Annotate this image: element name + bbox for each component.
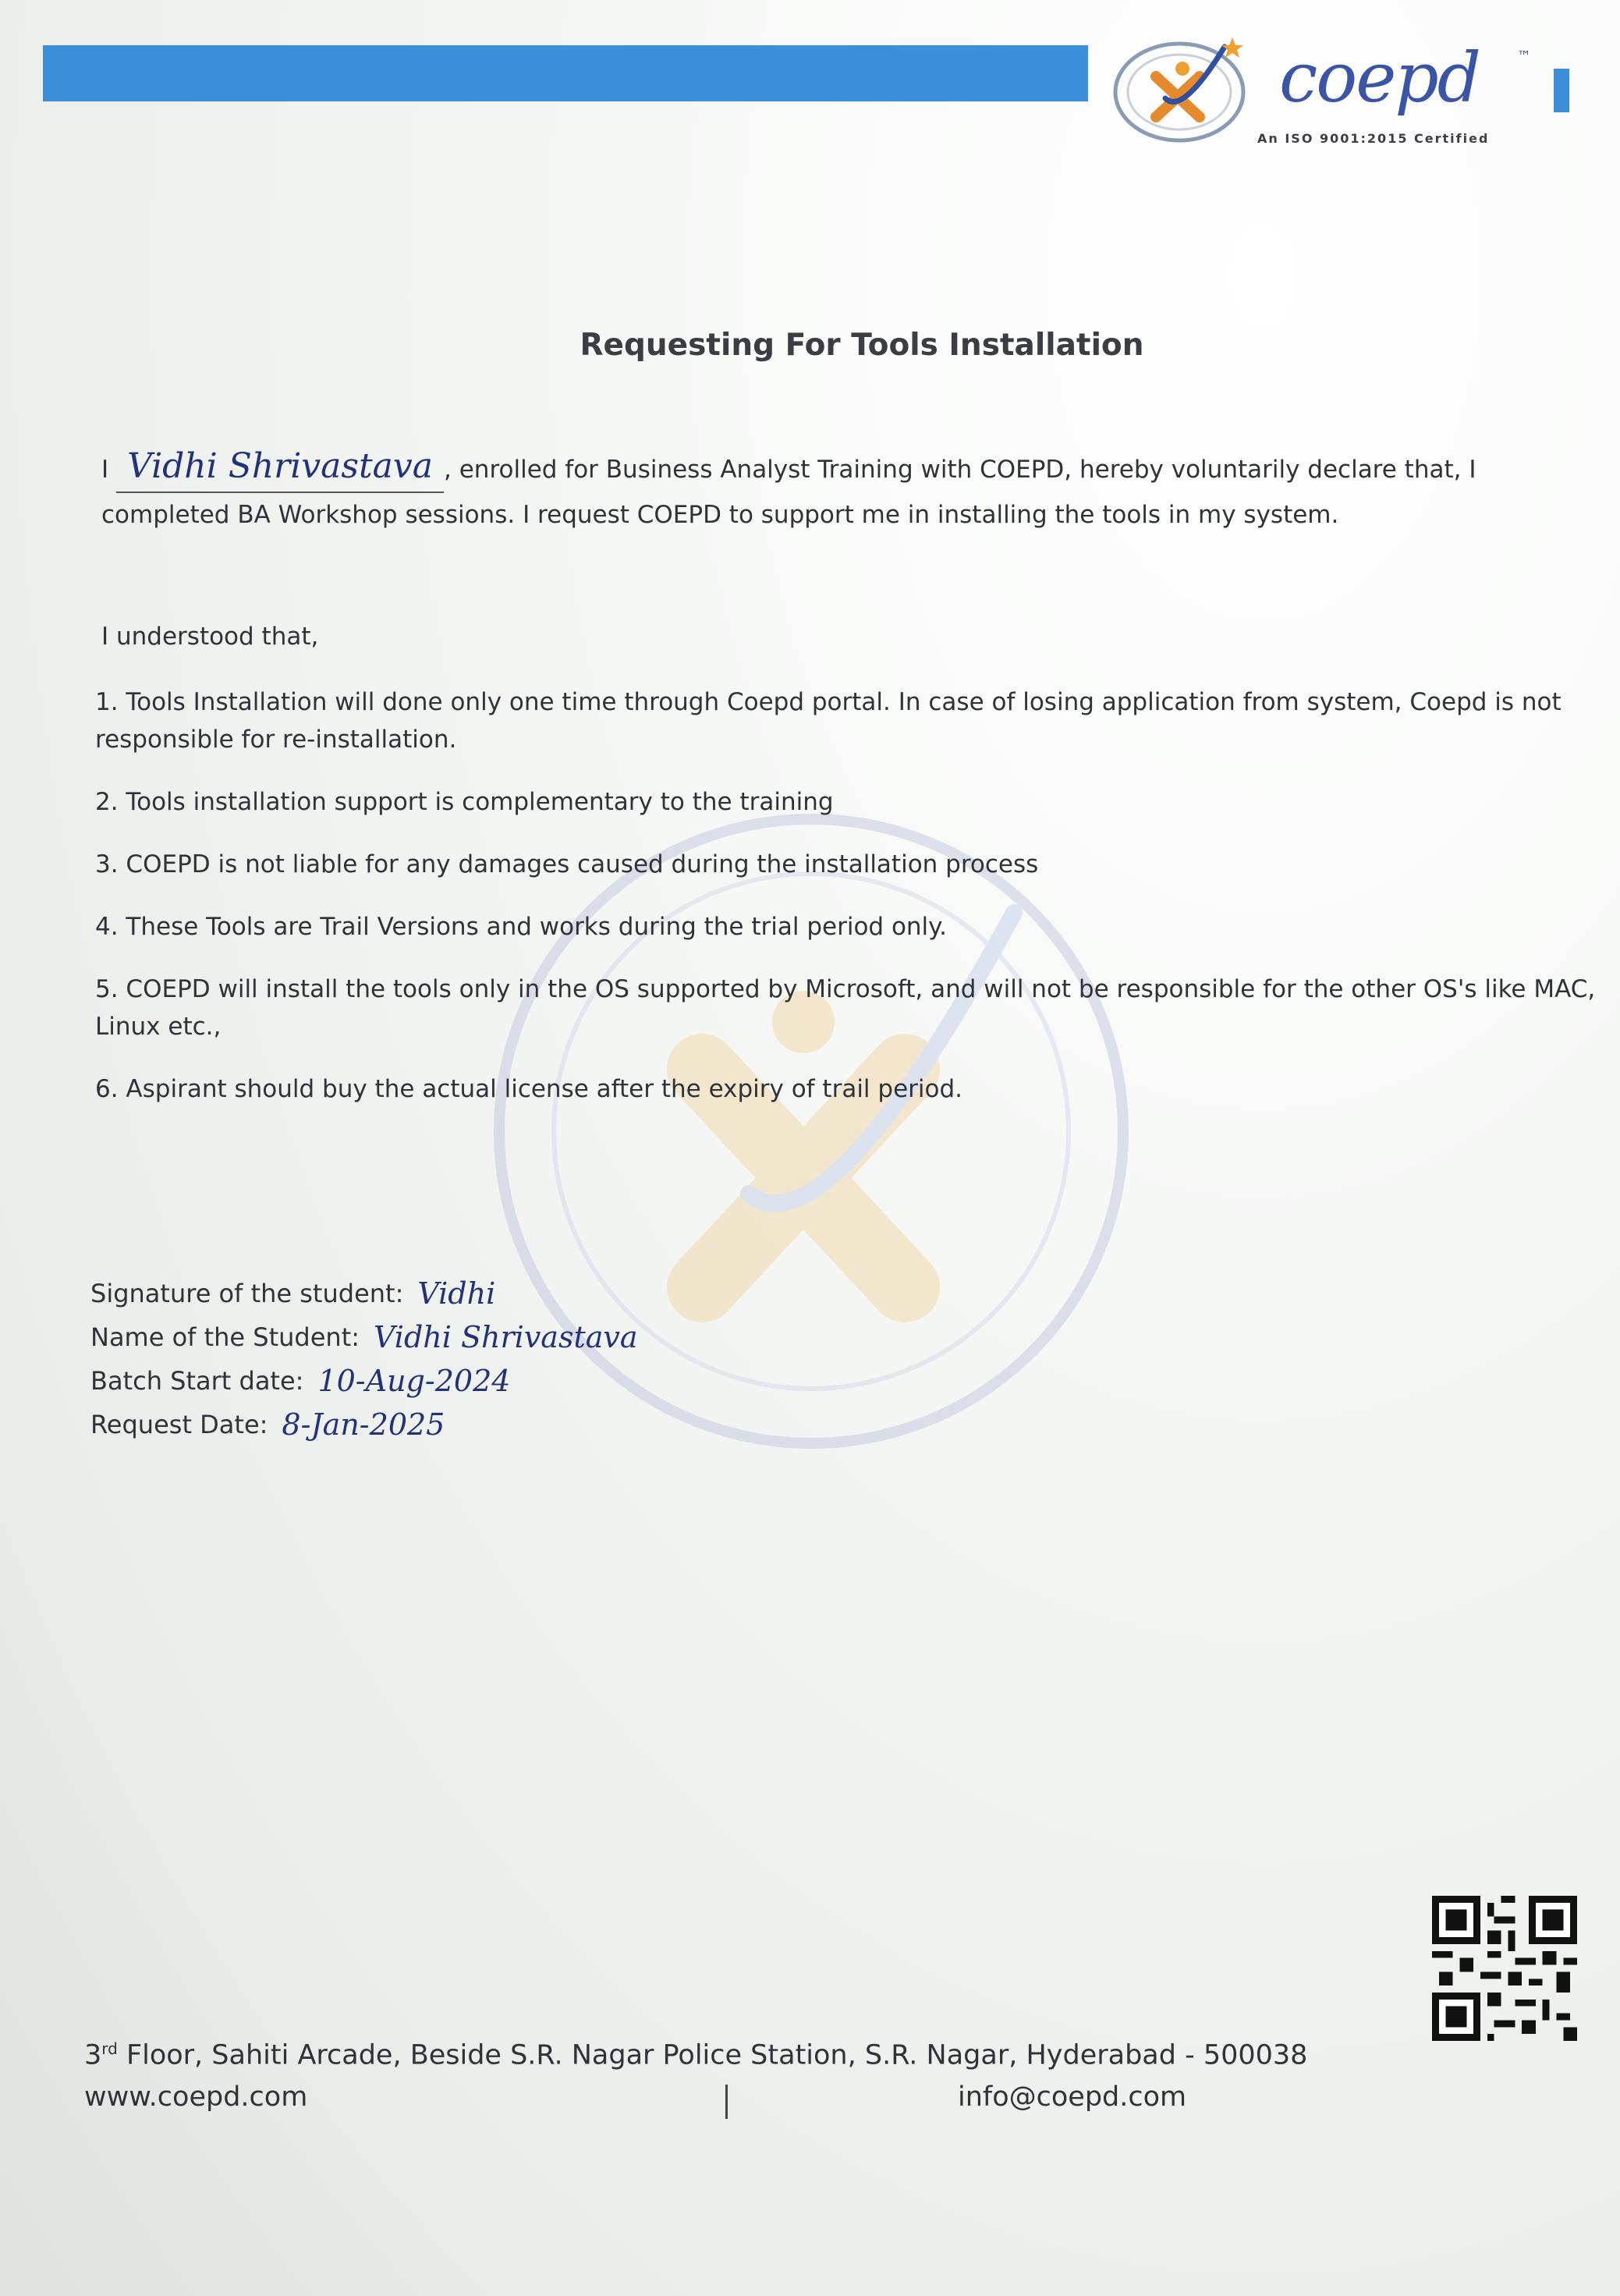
address-floor-suffix: rd (101, 2039, 118, 2058)
term-item: 1. Tools Installation will done only one time through Coepd portal. In case of losing application from system, Coepd is not responsible for re-installation. (95, 688, 1562, 754)
qr-code-icon (1432, 1896, 1577, 2041)
batch-date-value: 10-Aug-2024 (317, 1364, 511, 1398)
student-name-row (90, 1315, 638, 1359)
signature-label: Signature of the student: (90, 1279, 404, 1308)
intro-prefix: I (101, 456, 109, 484)
request-date-row (90, 1403, 638, 1446)
student-name-handwritten: Vidhi Shrivastava (127, 446, 433, 486)
iso-certification: An ISO 9001:2015 Certified (1257, 131, 1490, 146)
request-date-label: Request Date: (90, 1410, 268, 1439)
footer-divider (725, 2085, 728, 2119)
student-name-label: Name of the Student: (90, 1322, 360, 1352)
brand-name: coepd (1279, 37, 1480, 118)
term-item: 3. COEPD is not liable for any damages caused during the installation process (95, 850, 1039, 878)
footer-website-link[interactable]: www.coepd.com (84, 2081, 308, 2113)
footer-email-link[interactable]: info@coepd.com (958, 2081, 1187, 2113)
signature-row (90, 1272, 638, 1315)
signature-handwritten: Vidhi (417, 1276, 496, 1311)
terms-list (95, 683, 1616, 1133)
term-item: 4. These Tools are Trail Versions and works during the trial period only. (95, 913, 947, 941)
term-item: 2. Tools installation support is complementary to the training (95, 788, 834, 816)
header-side-mark (1554, 69, 1569, 112)
trademark-symbol: ™ (1517, 48, 1531, 65)
understood-heading: I understood that, (101, 623, 319, 651)
intro-line-2: completed BA Workshop sessions. I request COEPD to support me in installing the tools in my system. (101, 501, 1339, 529)
header-accent-bar (43, 45, 1088, 101)
address-text: Floor, Sahiti Arcade, Beside S.R. Nagar Police Station, S.R. Nagar, Hyderabad - 500038 (117, 2039, 1308, 2071)
term-item: 5. COEPD will install the tools only in the OS supported by Microsoft, and will not be responsible for the other OS's like MAC, Linux etc., (95, 975, 1596, 1041)
request-date-value: 8-Jan-2025 (282, 1407, 445, 1442)
document-title: Requesting For Tools Installation (580, 328, 1144, 363)
declaration-paragraph (101, 445, 1583, 537)
signature-block (90, 1272, 638, 1446)
student-name-value: Vidhi Shrivastava (374, 1320, 638, 1354)
address-floor: 3 (84, 2039, 102, 2071)
batch-date-label: Batch Start date: (90, 1366, 304, 1396)
footer-address (84, 2039, 1307, 2071)
coepd-logo-icon (1108, 30, 1256, 147)
term-item: 6. Aspirant should buy the actual license after the expiry of trail period. (95, 1075, 963, 1103)
student-name-blank (116, 445, 444, 493)
batch-date-row (90, 1359, 638, 1403)
intro-line-1: , enrolled for Business Analyst Training with COEPD, hereby voluntarily declare that, I (444, 456, 1476, 484)
